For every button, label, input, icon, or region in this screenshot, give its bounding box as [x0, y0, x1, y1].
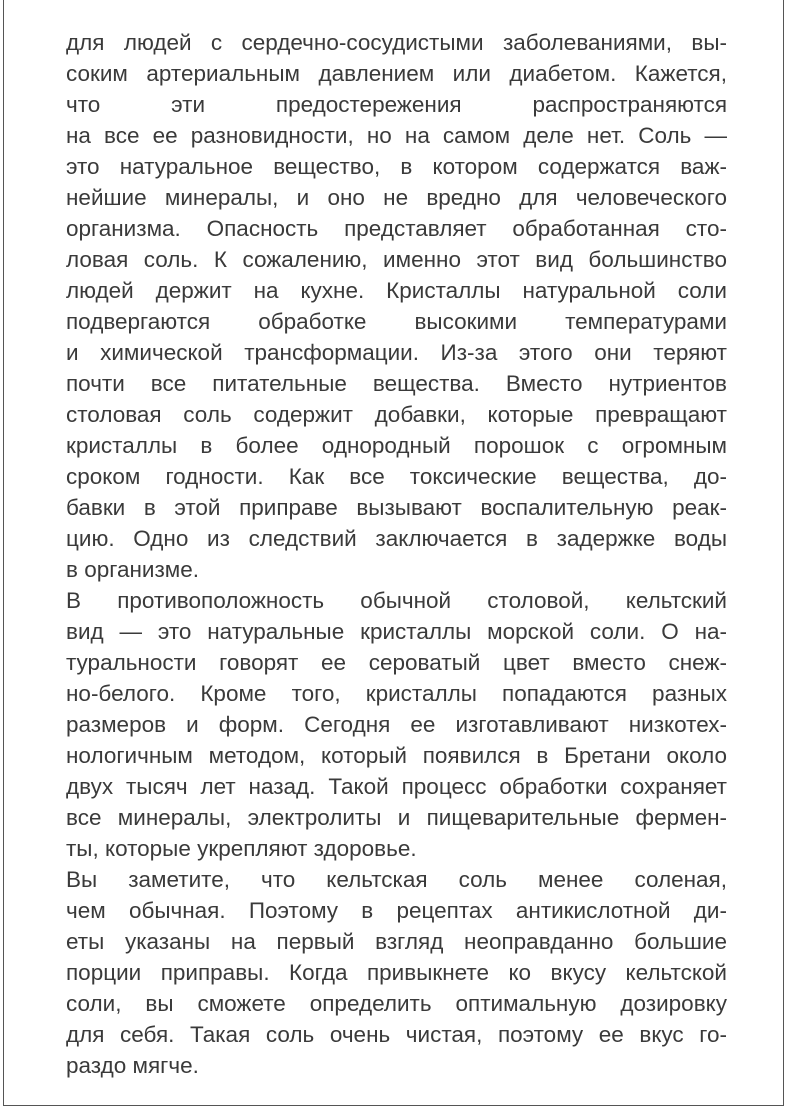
text-line: размеров и форм. Сегодня ее изготавливают низкотех-	[66, 712, 727, 737]
text-line: на все ее разновидности, но на самом деле нет. Соль —	[66, 123, 727, 148]
text-line: вид — это натуральные кристаллы морской соли. О на-	[66, 619, 727, 644]
text-line: почти все питательные вещества. Вместо нутриентов	[66, 371, 727, 396]
text-line: в организме.	[66, 557, 200, 582]
text-line: людей держит на кухне. Кристаллы натуральной соли	[66, 278, 727, 303]
text-line: чем обычная. Поэтому в рецептах антикислотной ди-	[66, 898, 727, 923]
text-line: ты, которые укрепляют здоровье.	[66, 836, 417, 861]
text-line: соким артериальным давлением или диабетом. Кажется,	[66, 61, 727, 86]
text-line: для людей с сердечно-сосудистыми заболеваниями, вы-	[66, 30, 727, 55]
text-line: двух тысяч лет назад. Такой процесс обработки сохраняет	[66, 774, 727, 799]
text-line: столовая соль содержит добавки, которые превращают	[66, 402, 727, 427]
text-line: все минералы, электролиты и пищеварительные фермен-	[66, 805, 727, 830]
document-body	[66, 27, 727, 1081]
text-line: для себя. Такая соль очень чистая, поэтому ее вкус го-	[66, 1022, 727, 1047]
text-line: организма. Опасность представляет обработанная сто-	[66, 216, 727, 241]
text-line: цию. Одно из следствий заключается в задержке воды	[66, 526, 727, 551]
text-line: подвергаются обработке высокими температурами	[66, 309, 727, 334]
text-line: это натуральное вещество, в котором содержатся важ-	[66, 154, 727, 179]
text-line: что эти предостережения распространяются	[66, 92, 727, 117]
text-line: сроком годности. Как все токсические вещества, до-	[66, 464, 727, 489]
text-line: нологичным методом, который появился в Бретани около	[66, 743, 727, 768]
text-line: Вы заметите, что кельтская соль менее соленая,	[66, 867, 727, 892]
text-line: туральности говорят ее сероватый цвет вместо снеж-	[66, 650, 727, 675]
text-line: но-белого. Кроме того, кристаллы попадаются разных	[66, 681, 727, 706]
text-line: порции приправы. Когда привыкнете ко вкусу кельтской	[66, 960, 727, 985]
text-line: нейшие минералы, и оно не вредно для человеческого	[66, 185, 727, 210]
text-line: еты указаны на первый взгляд неоправданно большие	[66, 929, 727, 954]
text-line: ловая соль. К сожалению, именно этот вид большинство	[66, 247, 727, 272]
text-line: соли, вы сможете определить оптимальную дозировку	[66, 991, 727, 1016]
text-line: раздо мягче.	[66, 1053, 199, 1078]
text-line: В противоположность обычной столовой, кельтский	[66, 588, 727, 613]
text-line: бавки в этой приправе вызывают воспалительную реак-	[66, 495, 727, 520]
text-line: и химической трансформации. Из-за этого они теряют	[66, 340, 727, 365]
text-line: кристаллы в более однородный порошок с огромным	[66, 433, 727, 458]
